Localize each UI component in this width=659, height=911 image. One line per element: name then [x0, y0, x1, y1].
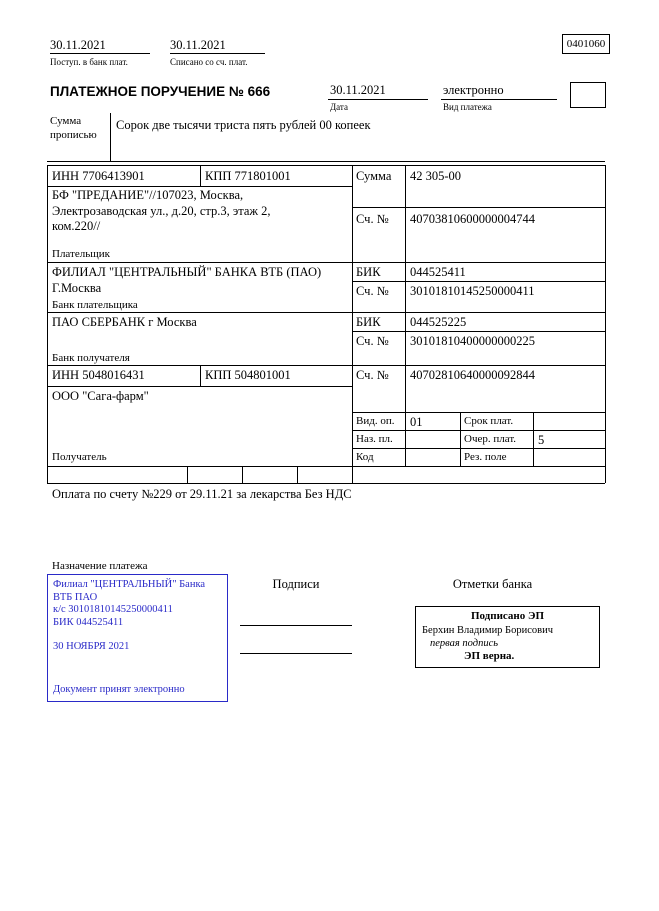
table-border-under-sum: [352, 207, 605, 208]
table-border-under-payee-inn: [47, 386, 352, 387]
rez-pole-label: Рез. поле: [464, 451, 507, 463]
amount-section-divider: [110, 113, 111, 161]
payee-section-label: Получатель: [52, 451, 107, 463]
payment-type-underline: [441, 99, 557, 100]
table-border-under-payee-bank: [47, 365, 605, 366]
table-border-under-payer: [47, 262, 605, 263]
received-date-label: Поступ. в банк плат.: [50, 57, 128, 67]
payment-type: электронно: [443, 83, 504, 97]
payment-type-label: Вид платежа: [443, 102, 492, 112]
payer-bank-account-label: Сч. №: [356, 284, 389, 298]
stamp-bik: БИК 044525411: [53, 616, 124, 628]
debited-date-label: Списано со сч. плат.: [170, 57, 248, 67]
esignature-title: Подписано ЭП: [470, 610, 545, 622]
payer-account: 40703810600000004744: [410, 212, 535, 226]
payer-bank-bik-label: БИК: [356, 265, 381, 279]
document-date-label: Дата: [330, 102, 348, 112]
stamp-bank-name-line2: ВТБ ПАО: [53, 591, 98, 603]
table-divider-main: [352, 165, 353, 483]
table-divider-payee-inn-kpp: [200, 365, 201, 386]
stamp-date: 30 НОЯБРЯ 2021: [53, 641, 130, 653]
form-code-box: 0401060: [562, 34, 610, 54]
esignature-kind: первая подпись: [430, 637, 499, 649]
document-date-underline: [328, 99, 428, 100]
ocher-plat-label: Очер. плат.: [464, 433, 517, 445]
table-border-payeebank-bik-acc: [352, 331, 605, 332]
amount-in-words-label: Сумма прописью: [50, 115, 97, 141]
payee-bank-account: 30101810400000000225: [410, 334, 535, 348]
payer-bank-account: 30101810145250000411: [410, 284, 535, 298]
payee-bank-bik: 044525225: [410, 315, 467, 329]
document-date: 30.11.2021: [330, 83, 386, 97]
table-divider-details-2: [533, 412, 534, 466]
payee-kpp: КПП 504801001: [205, 368, 291, 382]
table-border-under-payer-inn: [47, 186, 352, 187]
payee-bank-bik-label: БИК: [356, 315, 381, 329]
payee-name: ООО "Сага-фарм": [52, 389, 149, 403]
bank-acceptance-stamp: [47, 574, 228, 702]
esignature-signer: Берхин Владимир Борисович: [422, 624, 553, 636]
received-date-underline: [50, 53, 150, 54]
vid-op-value: 01: [410, 415, 423, 429]
payer-bank-name: ФИЛИАЛ "ЦЕНТРАЛЬНЫЙ" БАНКА ВТБ (ПАО) Г.Москва: [52, 265, 322, 295]
status-code-box: [570, 82, 606, 108]
debited-date-underline: [170, 53, 265, 54]
srok-plat-label: Срок плат.: [464, 415, 514, 427]
esignature-validity: ЭП верна.: [464, 650, 515, 662]
kod-label: Код: [356, 451, 374, 463]
stamp-bank-name-line1: Филиал "ЦЕНТРАЛЬНЫЙ" Банка: [53, 579, 206, 590]
table-divider-bottomrow-1: [187, 466, 188, 483]
table-divider-details-1: [460, 412, 461, 466]
vid-op-label: Вид. оп.: [356, 415, 395, 427]
payer-bank-bik: 044525411: [410, 265, 466, 279]
document-title: ПЛАТЕЖНОЕ ПОРУЧЕНИЕ № 666: [50, 84, 271, 99]
payer-bank-section-label: Банк плательщика: [52, 299, 138, 311]
table-divider-bottomrow-3: [297, 466, 298, 483]
sum-label: Сумма: [356, 169, 392, 183]
payee-account-label: Сч. №: [356, 368, 389, 382]
sum-value: 42 305-00: [410, 169, 462, 183]
naz-pl-label: Наз. пл.: [356, 433, 393, 445]
payer-section-label: Плательщик: [52, 248, 110, 260]
esignature-box: [415, 606, 600, 668]
table-divider-bottomrow-2: [242, 466, 243, 483]
table-border-naz-pl-top: [352, 430, 605, 431]
purpose-section-label: Назначение платежа: [52, 560, 148, 572]
table-border-kod-top: [352, 448, 605, 449]
debited-date: 30.11.2021: [170, 38, 226, 52]
received-date: 30.11.2021: [50, 38, 106, 52]
payee-bank-account-label: Сч. №: [356, 334, 389, 348]
signature-line-1: [240, 625, 352, 626]
stamp-corr-account: к/с 30101810145250000411: [53, 604, 173, 616]
table-border-under-payee: [47, 466, 605, 467]
payer-kpp: КПП 771801001: [205, 169, 291, 183]
amount-in-words: Сорок две тысячи триста пять рублей 00 копеек: [116, 118, 371, 132]
table-border-right: [605, 165, 606, 483]
ocher-plat-value: 5: [538, 433, 545, 447]
payee-inn: ИНН 5048016431: [52, 368, 145, 382]
amount-section-bottom-border: [47, 161, 605, 162]
stamp-note: Документ принят электронно: [53, 684, 185, 696]
payer-inn: ИНН 7706413901: [52, 169, 145, 183]
signatures-label: Подписи: [272, 577, 320, 591]
payee-bank-section-label: Банк получателя: [52, 352, 130, 364]
payer-account-label: Сч. №: [356, 212, 389, 226]
table-border-top: [47, 165, 605, 166]
table-divider-payer-inn-kpp: [200, 165, 201, 186]
payer-name: БФ "ПРЕДАНИЕ"//107023, Москва, Электрозаводская ул., д.20, стр.3, этаж 2, ком.220//: [52, 188, 271, 234]
table-border-bottom: [47, 483, 605, 484]
table-divider-label-value: [405, 165, 406, 466]
payee-bank-name: ПАО СБЕРБАНК г Москва: [52, 315, 197, 329]
table-border-payerbank-bik-acc: [352, 281, 605, 282]
bank-marks-label: Отметки банка: [452, 577, 533, 591]
payee-account: 40702810640000092844: [410, 368, 535, 382]
signature-line-2: [240, 653, 352, 654]
purpose-text: Оплата по счету №229 от 29.11.21 за лекарства Без НДС: [52, 487, 352, 501]
table-border-left: [47, 165, 48, 483]
table-border-vid-op-top: [352, 412, 605, 413]
